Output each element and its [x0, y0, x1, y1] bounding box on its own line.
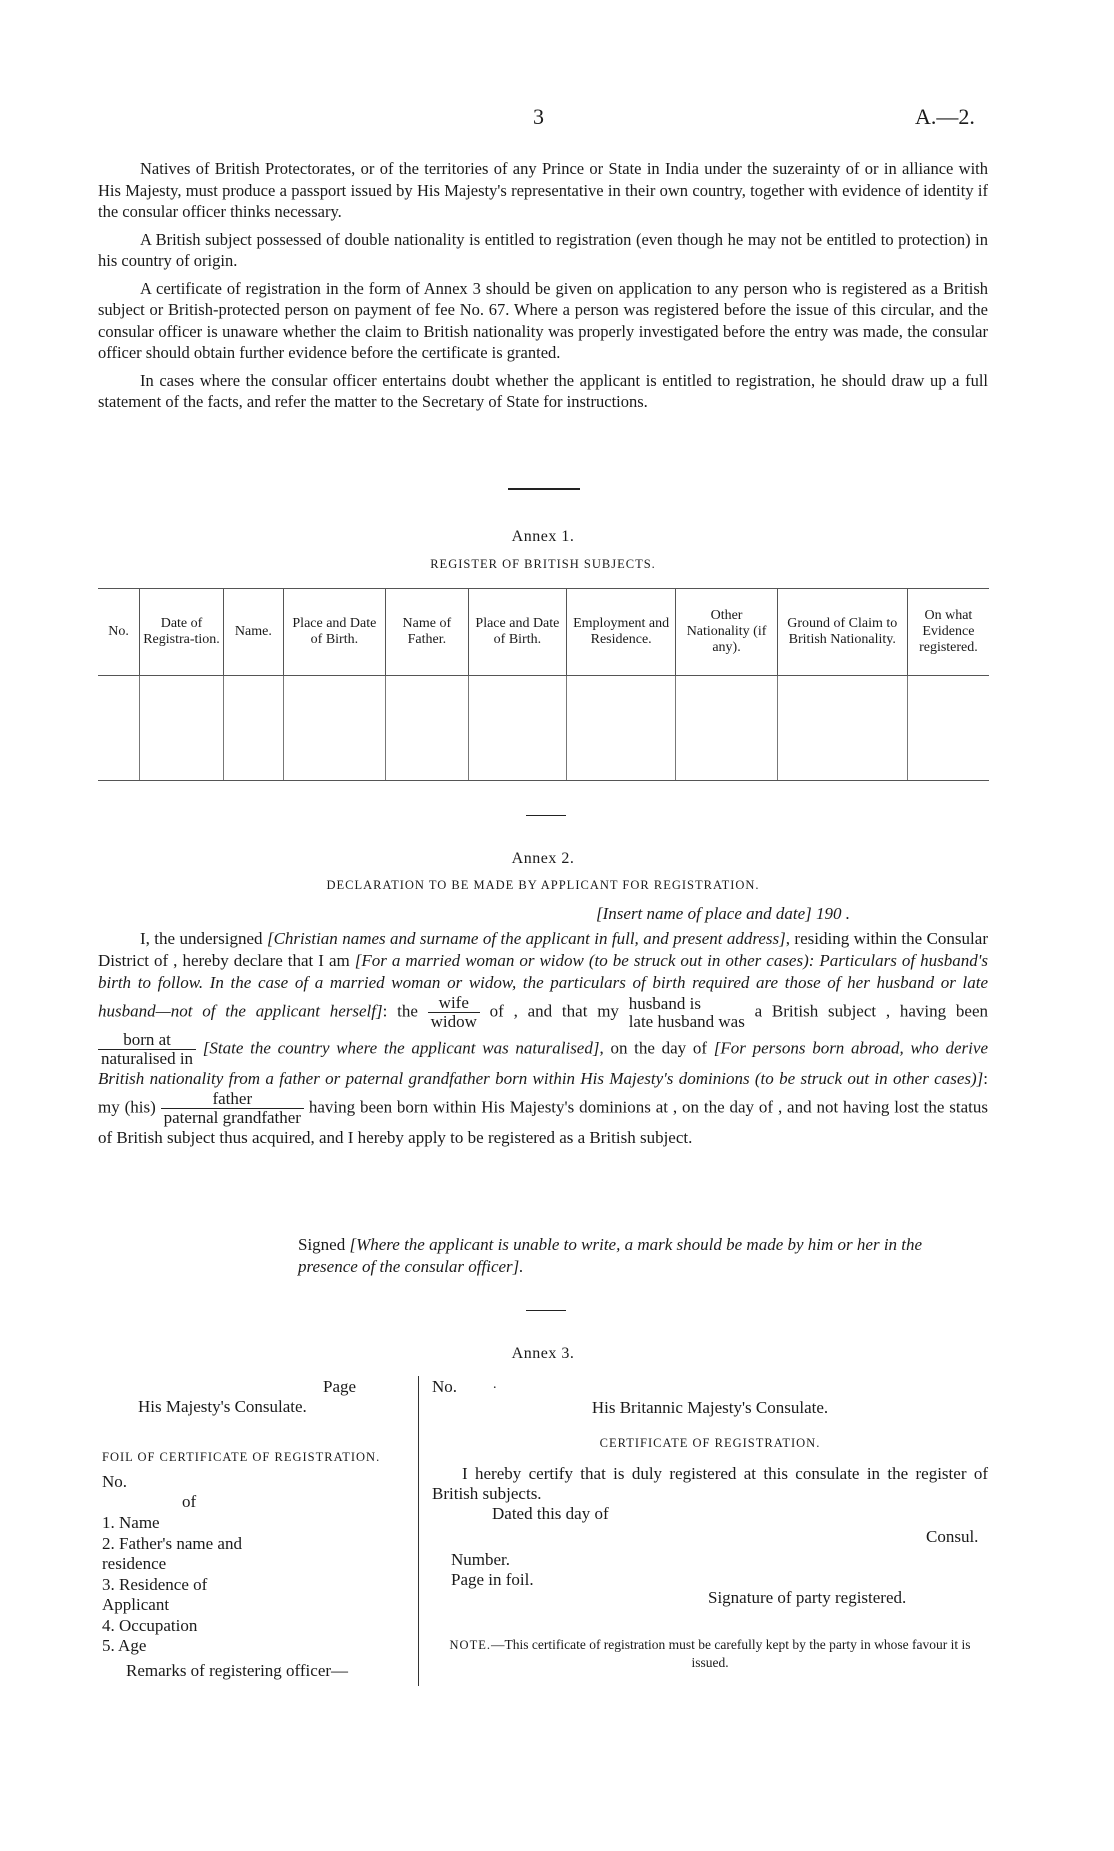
option-late-husband-was: late husband was [628, 1011, 745, 1031]
declaration-instruction: [For a married woman or widow (to be struck out in other cases): Particulars of husband's birth to follow. In the case of a married woman or widow, the particulars of birth required are those of her husband or late husband—not of the applicant herself] [98, 951, 988, 1021]
column-header: Name of Father. [385, 589, 468, 676]
foil-items [102, 1513, 302, 1657]
option-husband-is: husband is [628, 993, 701, 1013]
declaration-instruction: [State the country where the applicant was naturalised] [202, 1038, 600, 1058]
table-cell [223, 676, 283, 781]
declaration-text [98, 928, 988, 1149]
certificate-statement: I hereby certify that is duly registered at this consulate in the register of British subjects. [432, 1464, 988, 1503]
certificate-consul: Consul. [926, 1527, 979, 1546]
option-paternal-grandfather: paternal grandfather [163, 1108, 301, 1127]
annex2-title: Annex 2. [511, 850, 575, 867]
signature-line [298, 1234, 958, 1278]
section-divider [526, 1310, 566, 1311]
foil-of-label: of [182, 1492, 197, 1511]
wife-widow-choice [428, 994, 480, 1031]
column-header: Place and Date of Birth. [283, 589, 385, 676]
foil-page-label: Page [323, 1377, 357, 1396]
foil-remarks: Remarks of registering officer— [126, 1661, 349, 1680]
register-table [98, 588, 989, 781]
column-header: Employment and Residence. [566, 589, 675, 676]
foil-item: 1. Name [102, 1513, 160, 1532]
certificate-dated: Dated this day of [492, 1504, 609, 1523]
declaration-text-part: , on the day of [599, 1038, 714, 1058]
paragraph: Natives of British Protectorates, or of the territories of any Prince or State in India under the suzerainty of or in alliance with His Majesty, must produce a passport issued by His Majesty's representative in their own country, together with evidence of identity if the consular officer thinks necessary. [98, 159, 988, 221]
born-naturalised-choice [98, 1031, 196, 1068]
note-text: —This certificate of registration must be carefully kept by the party in whose favour it is issued. [490, 1637, 971, 1670]
option-wife: wife [428, 994, 480, 1013]
husband-choice [629, 995, 745, 1031]
perforation-line [418, 1376, 419, 1686]
foil-item: 3. Residence of Applicant [102, 1574, 208, 1614]
foil-item: 5. Age [102, 1636, 147, 1655]
table-cell [98, 676, 140, 781]
column-header: Ground of Claim to British Nationality. [777, 589, 907, 676]
certificate-number: Number. [451, 1550, 511, 1569]
foil-number-label: No. [102, 1472, 128, 1491]
intro-text [98, 158, 988, 419]
annex2-subtitle: DECLARATION TO BE MADE BY APPLICANT FOR REGISTRATION. [326, 878, 760, 892]
table-cell [140, 676, 224, 781]
annex3-title: Annex 3. [511, 1345, 575, 1362]
declaration-text-part: : the [382, 1001, 428, 1021]
column-header: No. [98, 589, 140, 676]
column-header: Name. [223, 589, 283, 676]
foil-item: 2. Father's name and residence [102, 1533, 242, 1573]
declaration-text-part: : my (his) [98, 1069, 988, 1117]
option-widow: widow [430, 1012, 477, 1031]
document-reference: A.—2. [915, 104, 975, 129]
column-header: On what Evidence registered. [907, 589, 989, 676]
certificate-number-label: No. [432, 1377, 458, 1396]
option-naturalised-in: naturalised in [101, 1049, 194, 1068]
table-cell [566, 676, 675, 781]
column-header: Other Nationality (if any). [676, 589, 777, 676]
foil-item: 4. Occupation [102, 1615, 198, 1635]
place-date-line: [Insert name of place and date] 190 . [596, 904, 851, 923]
declaration-text-part: a British subject , having been [744, 1001, 989, 1021]
certificate-page-in-foil: Page in foil. [451, 1570, 534, 1589]
father-grandfather-choice [161, 1090, 304, 1127]
table-header-row [98, 589, 989, 676]
table-cell [385, 676, 468, 781]
table-cell [283, 676, 385, 781]
annex1-title: Annex 1. [511, 528, 575, 545]
option-born-at: born at [98, 1031, 196, 1050]
paragraph: In cases where the consular officer entertains doubt whether the applicant is entitled to registration, he should draw up a full statement of the facts, and refer the matter to the Secretary of State for instructions. [98, 370, 988, 411]
declaration-text-part: , residing within the Consular District of , hereby declare that I am [98, 929, 988, 970]
table-row [98, 676, 989, 781]
declaration-instruction: [Christian names and surname of the applicant in full, and present address] [266, 929, 786, 948]
declaration-text-part: having been born within His Majesty's dominions at , on the day of , and not having lost the status of British subject thus acquired, and I hereby apply to be registered as a British subject. [98, 1097, 988, 1147]
declaration-text-part: I, the undersigned [140, 929, 267, 948]
note-label: NOTE. [449, 1638, 491, 1652]
declaration-text-part: of , and that my [479, 1001, 629, 1021]
annex1-subtitle: REGISTER OF BRITISH SUBJECTS. [430, 557, 656, 571]
table-cell [468, 676, 566, 781]
section-divider [508, 488, 580, 490]
signature-instruction: [Where the applicant is unable to write, a mark should be made by him or her in the presence of the consular officer]. [298, 1235, 923, 1276]
declaration-instruction: [For persons born abroad, who derive British nationality from a father or paternal grandfather born within His Majesty's dominions (to be struck out in other cases)] [98, 1038, 988, 1088]
table-cell [907, 676, 989, 781]
signed-label: Signed [298, 1235, 350, 1254]
column-header: Date of Registra-tion. [140, 589, 224, 676]
table-cell [676, 676, 777, 781]
foil-consulate: His Majesty's Consulate. [138, 1397, 307, 1416]
certificate-note [430, 1636, 990, 1671]
paragraph: A certificate of registration in the form of Annex 3 should be given on application to any person who is registered as a British subject or British-protected person on payment of fee No. 67. Where a person was registered before the issue of this circular, and the consular officer is unaware whether the claim to British nationality was properly investigated before the entry was made, the consular officer should obtain further evidence before the certificate is granted. [98, 278, 988, 362]
certificate-heading: CERTIFICATE OF REGISTRATION. [599, 1436, 821, 1450]
page-number: 3 [533, 104, 544, 129]
foil-heading: FOIL OF CERTIFICATE OF REGISTRATION. [102, 1450, 381, 1464]
column-header: Place and Date of Birth. [468, 589, 566, 676]
paragraph: A British subject possessed of double nationality is entitled to registration (even though he may not be entitled to protection) in his country of origin. [98, 229, 988, 270]
certificate-consulate: His Britannic Majesty's Consulate. [591, 1398, 829, 1417]
table-cell [777, 676, 907, 781]
certificate-signature-label: Signature of party registered. [708, 1588, 907, 1607]
option-father: father [161, 1090, 304, 1109]
section-divider [526, 815, 566, 816]
